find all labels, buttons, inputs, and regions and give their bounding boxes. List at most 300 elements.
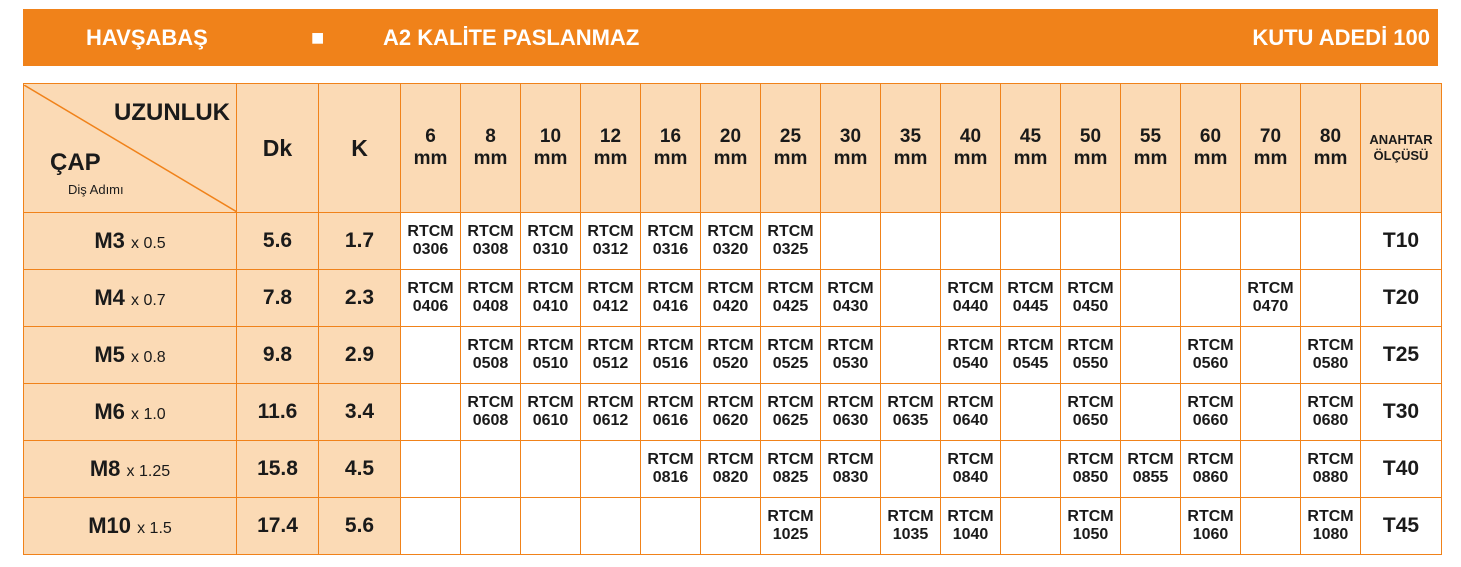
thread-size: M4 [94, 285, 125, 310]
code-prefix: RTCM [1307, 394, 1354, 411]
code-prefix: RTCM [947, 451, 994, 468]
code-number: 0680 [1312, 412, 1349, 429]
code-prefix: RTCM [767, 337, 814, 354]
length-header-10 [1001, 84, 1061, 213]
empty-cell [461, 498, 521, 555]
product-code-cell [1181, 384, 1241, 441]
length-unit: mm [653, 148, 688, 169]
k-header: K [319, 84, 401, 213]
table-row [24, 270, 1442, 327]
code-prefix: RTCM [467, 280, 514, 297]
length-header-15 [1301, 84, 1361, 213]
code-number: 0850 [1072, 469, 1109, 486]
size-cell [24, 270, 237, 327]
empty-cell [581, 498, 641, 555]
length-header-9 [941, 84, 1001, 213]
code-number: 0512 [592, 355, 629, 372]
empty-cell [1121, 213, 1181, 270]
product-code-cell [881, 384, 941, 441]
size-cell [24, 384, 237, 441]
dk-value: 7.8 [237, 270, 319, 327]
product-code-cell [461, 327, 521, 384]
product-code-cell [761, 441, 821, 498]
dk-value: 5.6 [237, 213, 319, 270]
code-number: 0860 [1192, 469, 1229, 486]
code-prefix: RTCM [767, 223, 814, 240]
size-cell [24, 327, 237, 384]
header-row [24, 84, 1442, 213]
code-number: 0830 [832, 469, 869, 486]
thread-size: M5 [94, 342, 125, 367]
empty-cell [881, 270, 941, 327]
code-prefix: RTCM [767, 394, 814, 411]
length-unit: mm [1253, 148, 1288, 169]
thread-pitch: x 1.0 [131, 406, 166, 423]
code-prefix: RTCM [767, 280, 814, 297]
code-number: 0880 [1312, 469, 1349, 486]
code-number: 0410 [532, 298, 569, 315]
k-value: 3.4 [319, 384, 401, 441]
product-code-cell [1001, 270, 1061, 327]
code-prefix: RTCM [647, 280, 694, 297]
product-code-cell [1121, 441, 1181, 498]
product-code-cell [1301, 327, 1361, 384]
product-code-cell [1181, 327, 1241, 384]
empty-cell [1301, 270, 1361, 327]
length-value: 30 [839, 126, 862, 147]
code-prefix: RTCM [1127, 451, 1174, 468]
product-code-cell [581, 213, 641, 270]
product-code-cell [461, 384, 521, 441]
code-prefix: RTCM [527, 337, 574, 354]
code-number: 0620 [712, 412, 749, 429]
dk-value: 15.8 [237, 441, 319, 498]
k-value: 4.5 [319, 441, 401, 498]
table-row [24, 327, 1442, 384]
code-prefix: RTCM [1247, 280, 1294, 297]
length-value: 35 [899, 126, 922, 147]
length-header-1 [461, 84, 521, 213]
product-code-cell [761, 384, 821, 441]
code-prefix: RTCM [1007, 337, 1054, 354]
length-unit: mm [773, 148, 808, 169]
thread-pitch: x 0.5 [131, 235, 166, 252]
code-number: 0520 [712, 355, 749, 372]
empty-cell [881, 327, 941, 384]
k-value: 1.7 [319, 213, 401, 270]
code-prefix: RTCM [467, 223, 514, 240]
code-number: 1040 [952, 526, 989, 543]
code-prefix: RTCM [467, 394, 514, 411]
dk-header: Dk [237, 84, 319, 213]
code-prefix: RTCM [407, 223, 454, 240]
length-unit: mm [713, 148, 748, 169]
product-code-cell [1061, 441, 1121, 498]
table-row [24, 498, 1442, 555]
size-cell [24, 441, 237, 498]
code-number: 0310 [532, 241, 569, 258]
key-size-header-line: ANAHTAR [1369, 132, 1433, 147]
code-number: 0650 [1072, 412, 1109, 429]
empty-cell [1121, 384, 1181, 441]
corner-header-cell [24, 84, 237, 213]
code-prefix: RTCM [707, 394, 754, 411]
table-row [24, 384, 1442, 441]
length-header-14 [1241, 84, 1301, 213]
product-code-cell [1001, 327, 1061, 384]
product-code-cell [461, 213, 521, 270]
length-value: 6 [425, 126, 436, 147]
product-code-cell [521, 270, 581, 327]
separator-square-icon: ■ [311, 25, 325, 50]
code-prefix: RTCM [647, 394, 694, 411]
code-prefix: RTCM [587, 394, 634, 411]
empty-cell [821, 498, 881, 555]
key-size-value: T20 [1361, 270, 1442, 327]
code-number: 0640 [952, 412, 989, 429]
code-prefix: RTCM [947, 508, 994, 525]
thread-pitch: x 0.8 [131, 349, 166, 366]
code-prefix: RTCM [587, 223, 634, 240]
code-number: 0560 [1192, 355, 1229, 372]
code-prefix: RTCM [827, 280, 874, 297]
thread-size: M10 [88, 513, 131, 538]
key-size-value: T10 [1361, 213, 1442, 270]
length-header-7 [821, 84, 881, 213]
code-number: 0316 [652, 241, 689, 258]
product-code-cell [1061, 327, 1121, 384]
code-number: 0540 [952, 355, 989, 372]
code-prefix: RTCM [707, 337, 754, 354]
length-header-12 [1121, 84, 1181, 213]
product-code-cell [1181, 498, 1241, 555]
empty-cell [1061, 213, 1121, 270]
table-row [24, 441, 1442, 498]
empty-cell [821, 213, 881, 270]
thread-pitch: x 1.25 [126, 463, 171, 480]
product-code-cell [641, 441, 701, 498]
code-number: 0525 [772, 355, 809, 372]
code-number: 0308 [472, 241, 509, 258]
code-number: 1025 [772, 526, 809, 543]
product-code-cell [581, 384, 641, 441]
empty-cell [1121, 498, 1181, 555]
code-number: 0516 [652, 355, 689, 372]
table-row [24, 213, 1442, 270]
code-number: 0816 [652, 469, 689, 486]
product-code-cell [1061, 384, 1121, 441]
title-banner [23, 9, 1438, 66]
code-prefix: RTCM [707, 451, 754, 468]
code-number: 0508 [472, 355, 509, 372]
product-code-cell [761, 213, 821, 270]
product-code-cell [761, 498, 821, 555]
length-value: 60 [1199, 126, 1222, 147]
key-size-header [1361, 84, 1442, 213]
length-header: UZUNLUK [114, 98, 230, 126]
length-value: 10 [539, 126, 562, 147]
size-cell [24, 498, 237, 555]
code-prefix: RTCM [1187, 337, 1234, 354]
screw-spec-table [23, 83, 1442, 555]
length-header-5 [701, 84, 761, 213]
code-number: 0625 [772, 412, 809, 429]
product-code-cell [701, 384, 761, 441]
thread-pitch: x 1.5 [137, 520, 172, 537]
code-number: 0325 [772, 241, 809, 258]
code-number: 0855 [1132, 469, 1169, 486]
code-prefix: RTCM [707, 223, 754, 240]
key-size-header-line: ÖLÇÜSÜ [1373, 148, 1429, 163]
code-number: 0420 [712, 298, 749, 315]
empty-cell [1241, 327, 1301, 384]
code-number: 0406 [412, 298, 449, 315]
empty-cell [581, 441, 641, 498]
code-prefix: RTCM [707, 280, 754, 297]
empty-cell [881, 213, 941, 270]
product-code-cell [821, 441, 881, 498]
pitch-header: Diş Adımı [68, 181, 124, 197]
length-unit: mm [473, 148, 508, 169]
length-header-6 [761, 84, 821, 213]
k-value: 2.3 [319, 270, 401, 327]
length-unit: mm [953, 148, 988, 169]
product-code-cell [1241, 270, 1301, 327]
code-number: 1060 [1192, 526, 1229, 543]
size-cell [24, 213, 237, 270]
code-prefix: RTCM [587, 337, 634, 354]
code-number: 0825 [772, 469, 809, 486]
code-number: 1050 [1072, 526, 1109, 543]
code-number: 0840 [952, 469, 989, 486]
code-prefix: RTCM [1187, 508, 1234, 525]
product-type: HAVŞABAŞ [86, 25, 208, 50]
empty-cell [1241, 384, 1301, 441]
box-quantity: KUTU ADEDİ 100 [1252, 25, 1430, 50]
length-header-11 [1061, 84, 1121, 213]
product-code-cell [941, 498, 1001, 555]
thread-size: M3 [94, 228, 125, 253]
code-number: 0470 [1252, 298, 1289, 315]
code-prefix: RTCM [1067, 280, 1114, 297]
code-prefix: RTCM [1067, 508, 1114, 525]
length-value: 8 [485, 126, 496, 147]
empty-cell [1241, 441, 1301, 498]
code-prefix: RTCM [767, 451, 814, 468]
code-number: 0440 [952, 298, 989, 315]
empty-cell [1181, 270, 1241, 327]
length-value: 25 [779, 126, 802, 147]
length-header-3 [581, 84, 641, 213]
length-value: 55 [1139, 126, 1162, 147]
empty-cell [1001, 441, 1061, 498]
empty-cell [1121, 327, 1181, 384]
product-code-cell [941, 327, 1001, 384]
code-prefix: RTCM [1067, 451, 1114, 468]
product-code-cell [761, 327, 821, 384]
code-number: 0320 [712, 241, 749, 258]
thread-size: M8 [89, 456, 121, 481]
empty-cell [1001, 498, 1061, 555]
empty-cell [401, 327, 461, 384]
code-number: 1080 [1312, 526, 1349, 543]
length-value: 45 [1019, 126, 1042, 147]
code-number: 0616 [652, 412, 689, 429]
code-prefix: RTCM [1307, 451, 1354, 468]
code-prefix: RTCM [947, 337, 994, 354]
thread-pitch: x 0.7 [131, 292, 166, 309]
length-unit: mm [833, 148, 868, 169]
product-code-cell [821, 327, 881, 384]
code-prefix: RTCM [1307, 337, 1354, 354]
length-value: 20 [719, 126, 742, 147]
product-code-cell [761, 270, 821, 327]
length-unit: mm [533, 148, 568, 169]
length-value: 12 [599, 126, 622, 147]
key-size-value: T30 [1361, 384, 1442, 441]
length-value: 16 [659, 126, 682, 147]
product-code-cell [641, 384, 701, 441]
code-number: 1035 [892, 526, 929, 543]
code-prefix: RTCM [767, 508, 814, 525]
code-prefix: RTCM [827, 451, 874, 468]
product-code-cell [521, 384, 581, 441]
empty-cell [641, 498, 701, 555]
empty-cell [1301, 213, 1361, 270]
length-unit: mm [1193, 148, 1228, 169]
product-code-cell [1301, 384, 1361, 441]
code-prefix: RTCM [527, 223, 574, 240]
code-number: 0450 [1072, 298, 1109, 315]
empty-cell [461, 441, 521, 498]
product-code-cell [941, 270, 1001, 327]
key-size-value: T40 [1361, 441, 1442, 498]
code-prefix: RTCM [527, 280, 574, 297]
code-number: 0312 [592, 241, 629, 258]
code-number: 0530 [832, 355, 869, 372]
product-code-cell [401, 270, 461, 327]
code-number: 0660 [1192, 412, 1229, 429]
product-code-cell [581, 270, 641, 327]
code-number: 0610 [532, 412, 569, 429]
code-number: 0820 [712, 469, 749, 486]
empty-cell [521, 498, 581, 555]
product-code-cell [401, 213, 461, 270]
key-size-value: T45 [1361, 498, 1442, 555]
code-number: 0545 [1012, 355, 1049, 372]
code-prefix: RTCM [527, 394, 574, 411]
length-unit: mm [1313, 148, 1348, 169]
code-prefix: RTCM [887, 394, 934, 411]
code-prefix: RTCM [647, 223, 694, 240]
product-code-cell [701, 270, 761, 327]
code-prefix: RTCM [947, 394, 994, 411]
code-number: 0408 [472, 298, 509, 315]
length-unit: mm [413, 148, 448, 169]
code-number: 0550 [1072, 355, 1109, 372]
code-prefix: RTCM [587, 280, 634, 297]
product-code-cell [521, 213, 581, 270]
code-prefix: RTCM [1067, 337, 1114, 354]
length-value: 70 [1259, 126, 1282, 147]
diameter-header: ÇAP [50, 148, 101, 176]
empty-cell [1001, 213, 1061, 270]
code-number: 0425 [772, 298, 809, 315]
product-code-cell [581, 327, 641, 384]
product-code-cell [821, 270, 881, 327]
product-code-cell [1301, 441, 1361, 498]
code-prefix: RTCM [467, 337, 514, 354]
length-value: 40 [959, 126, 982, 147]
length-unit: mm [1133, 148, 1168, 169]
material-quality: A2 KALİTE PASLANMAZ [383, 25, 640, 50]
empty-cell [941, 213, 1001, 270]
code-prefix: RTCM [947, 280, 994, 297]
product-code-cell [941, 441, 1001, 498]
code-prefix: RTCM [827, 394, 874, 411]
empty-cell [401, 441, 461, 498]
key-size-value: T25 [1361, 327, 1442, 384]
empty-cell [401, 384, 461, 441]
code-number: 0635 [892, 412, 929, 429]
code-prefix: RTCM [887, 508, 934, 525]
code-number: 0416 [652, 298, 689, 315]
length-unit: mm [893, 148, 928, 169]
product-code-cell [701, 213, 761, 270]
code-number: 0306 [412, 241, 449, 258]
product-code-cell [701, 441, 761, 498]
code-number: 0630 [832, 412, 869, 429]
code-prefix: RTCM [1187, 394, 1234, 411]
code-prefix: RTCM [647, 337, 694, 354]
product-code-cell [641, 213, 701, 270]
empty-cell [1241, 213, 1301, 270]
thread-size: M6 [94, 399, 125, 424]
empty-cell [701, 498, 761, 555]
empty-cell [1001, 384, 1061, 441]
code-prefix: RTCM [1007, 280, 1054, 297]
empty-cell [1181, 213, 1241, 270]
product-code-cell [701, 327, 761, 384]
code-prefix: RTCM [647, 451, 694, 468]
code-number: 0445 [1012, 298, 1049, 315]
length-header-2 [521, 84, 581, 213]
code-number: 0430 [832, 298, 869, 315]
product-code-cell [521, 327, 581, 384]
code-number: 0608 [472, 412, 509, 429]
product-code-cell [881, 498, 941, 555]
product-code-cell [641, 270, 701, 327]
dk-value: 11.6 [237, 384, 319, 441]
length-header-8 [881, 84, 941, 213]
product-code-cell [461, 270, 521, 327]
product-code-cell [1061, 498, 1121, 555]
dk-value: 9.8 [237, 327, 319, 384]
product-code-cell [821, 384, 881, 441]
code-prefix: RTCM [1307, 508, 1354, 525]
code-prefix: RTCM [827, 337, 874, 354]
length-header-4 [641, 84, 701, 213]
dk-value: 17.4 [237, 498, 319, 555]
length-header-0 [401, 84, 461, 213]
length-value: 50 [1079, 126, 1102, 147]
empty-cell [1241, 498, 1301, 555]
code-number: 0510 [532, 355, 569, 372]
code-number: 0412 [592, 298, 629, 315]
empty-cell [1121, 270, 1181, 327]
k-value: 5.6 [319, 498, 401, 555]
product-code-cell [1181, 441, 1241, 498]
